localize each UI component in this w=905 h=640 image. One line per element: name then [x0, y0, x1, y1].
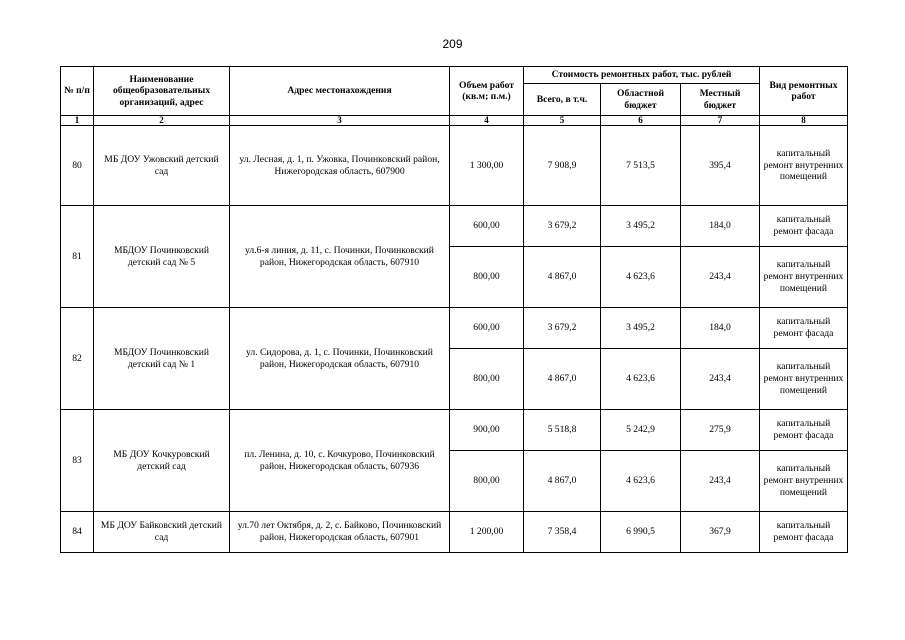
column-numbers-row: [61, 116, 848, 126]
cost-total: 7 908,9: [524, 126, 601, 206]
header-volume: Объем работ (кв.м; п.м.): [450, 67, 524, 116]
header-name: Наименование общеобразовательных организаций, адрес: [94, 67, 230, 116]
cost-regional: 7 513,5: [601, 126, 681, 206]
column-number: 5: [524, 116, 601, 126]
organization-address: ул.6-я линия, д. 11, с. Починки, Починковский район, Нижегородская область, 607910: [230, 206, 450, 308]
work-volume: 1 200,00: [450, 512, 524, 553]
row-number: 84: [61, 512, 94, 553]
cost-local: 275,9: [681, 410, 760, 451]
work-type: капитальный ремонт внутренних помещений: [760, 349, 848, 410]
column-number: 1: [61, 116, 94, 126]
table-row: [61, 512, 848, 553]
cost-regional: 6 990,5: [601, 512, 681, 553]
column-number: 6: [601, 116, 681, 126]
work-type: капитальный ремонт фасада: [760, 512, 848, 553]
organization-address: пл. Ленина, д. 10, с. Кочкурово, Починковский район, Нижегородская область, 607936: [230, 410, 450, 512]
cost-regional: 4 623,6: [601, 247, 681, 308]
organization-address: ул. Лесная, д. 1, п. Ужовка, Починковский район, Нижегородская область, 607900: [230, 126, 450, 206]
organization-address: ул.70 лет Октября, д. 2, с. Байково, Починковский район, Нижегородская область, 607901: [230, 512, 450, 553]
column-number: 3: [230, 116, 450, 126]
table-row: [61, 308, 848, 349]
row-number: 83: [61, 410, 94, 512]
column-number: 8: [760, 116, 848, 126]
cost-regional: 3 495,2: [601, 308, 681, 349]
cost-total: 3 679,2: [524, 206, 601, 247]
repair-works-table: [60, 66, 848, 553]
header-num: № п/п: [61, 67, 94, 116]
work-type: капитальный ремонт фасада: [760, 206, 848, 247]
table-row: [61, 206, 848, 247]
work-type: капитальный ремонт внутренних помещений: [760, 451, 848, 512]
cost-total: 4 867,0: [524, 451, 601, 512]
page-number: 209: [442, 37, 463, 51]
organization-name: МБДОУ Починковский детский сад № 1: [94, 308, 230, 410]
work-type: капитальный ремонт фасада: [760, 308, 848, 349]
column-number: 4: [450, 116, 524, 126]
cost-regional: 5 242,9: [601, 410, 681, 451]
work-volume: 900,00: [450, 410, 524, 451]
cost-regional: 4 623,6: [601, 451, 681, 512]
column-number: 2: [94, 116, 230, 126]
cost-local: 243,4: [681, 247, 760, 308]
organization-name: МБ ДОУ Кочкуровский детский сад: [94, 410, 230, 512]
organization-name: МБ ДОУ Байковский детский сад: [94, 512, 230, 553]
cost-regional: 3 495,2: [601, 206, 681, 247]
cost-local: 243,4: [681, 451, 760, 512]
row-number: 82: [61, 308, 94, 410]
work-volume: 600,00: [450, 206, 524, 247]
organization-address: ул. Сидорова, д. 1, с. Починки, Починковский район, Нижегородская область, 607910: [230, 308, 450, 410]
cost-regional: 4 623,6: [601, 349, 681, 410]
cost-total: 4 867,0: [524, 247, 601, 308]
work-volume: 1 300,00: [450, 126, 524, 206]
cost-local: 395,4: [681, 126, 760, 206]
header-regional: Областной бюджет: [601, 84, 681, 116]
row-number: 80: [61, 126, 94, 206]
cost-local: 243,4: [681, 349, 760, 410]
work-volume: 600,00: [450, 308, 524, 349]
table-row: [61, 410, 848, 451]
cost-local: 367,9: [681, 512, 760, 553]
header-work-type: Вид ремонтных работ: [760, 67, 848, 116]
cost-local: 184,0: [681, 206, 760, 247]
cost-total: 5 518,8: [524, 410, 601, 451]
cost-total: 7 358,4: [524, 512, 601, 553]
organization-name: МБ ДОУ Ужовский детский сад: [94, 126, 230, 206]
work-volume: 800,00: [450, 247, 524, 308]
organization-name: МБДОУ Починковский детский сад № 5: [94, 206, 230, 308]
work-volume: 800,00: [450, 349, 524, 410]
row-number: 81: [61, 206, 94, 308]
work-type: капитальный ремонт внутренних помещений: [760, 247, 848, 308]
work-type: капитальный ремонт внутренних помещений: [760, 126, 848, 206]
column-number: 7: [681, 116, 760, 126]
cost-total: 4 867,0: [524, 349, 601, 410]
work-type: капитальный ремонт фасада: [760, 410, 848, 451]
table-row: [61, 126, 848, 206]
header-local: Местный бюджет: [681, 84, 760, 116]
header-total: Всего, в т.ч.: [524, 84, 601, 116]
header-address: Адрес местонахождения: [230, 67, 450, 116]
header-cost-group: Стоимость ремонтных работ, тыс. рублей: [524, 67, 760, 84]
cost-total: 3 679,2: [524, 308, 601, 349]
cost-local: 184,0: [681, 308, 760, 349]
work-volume: 800,00: [450, 451, 524, 512]
